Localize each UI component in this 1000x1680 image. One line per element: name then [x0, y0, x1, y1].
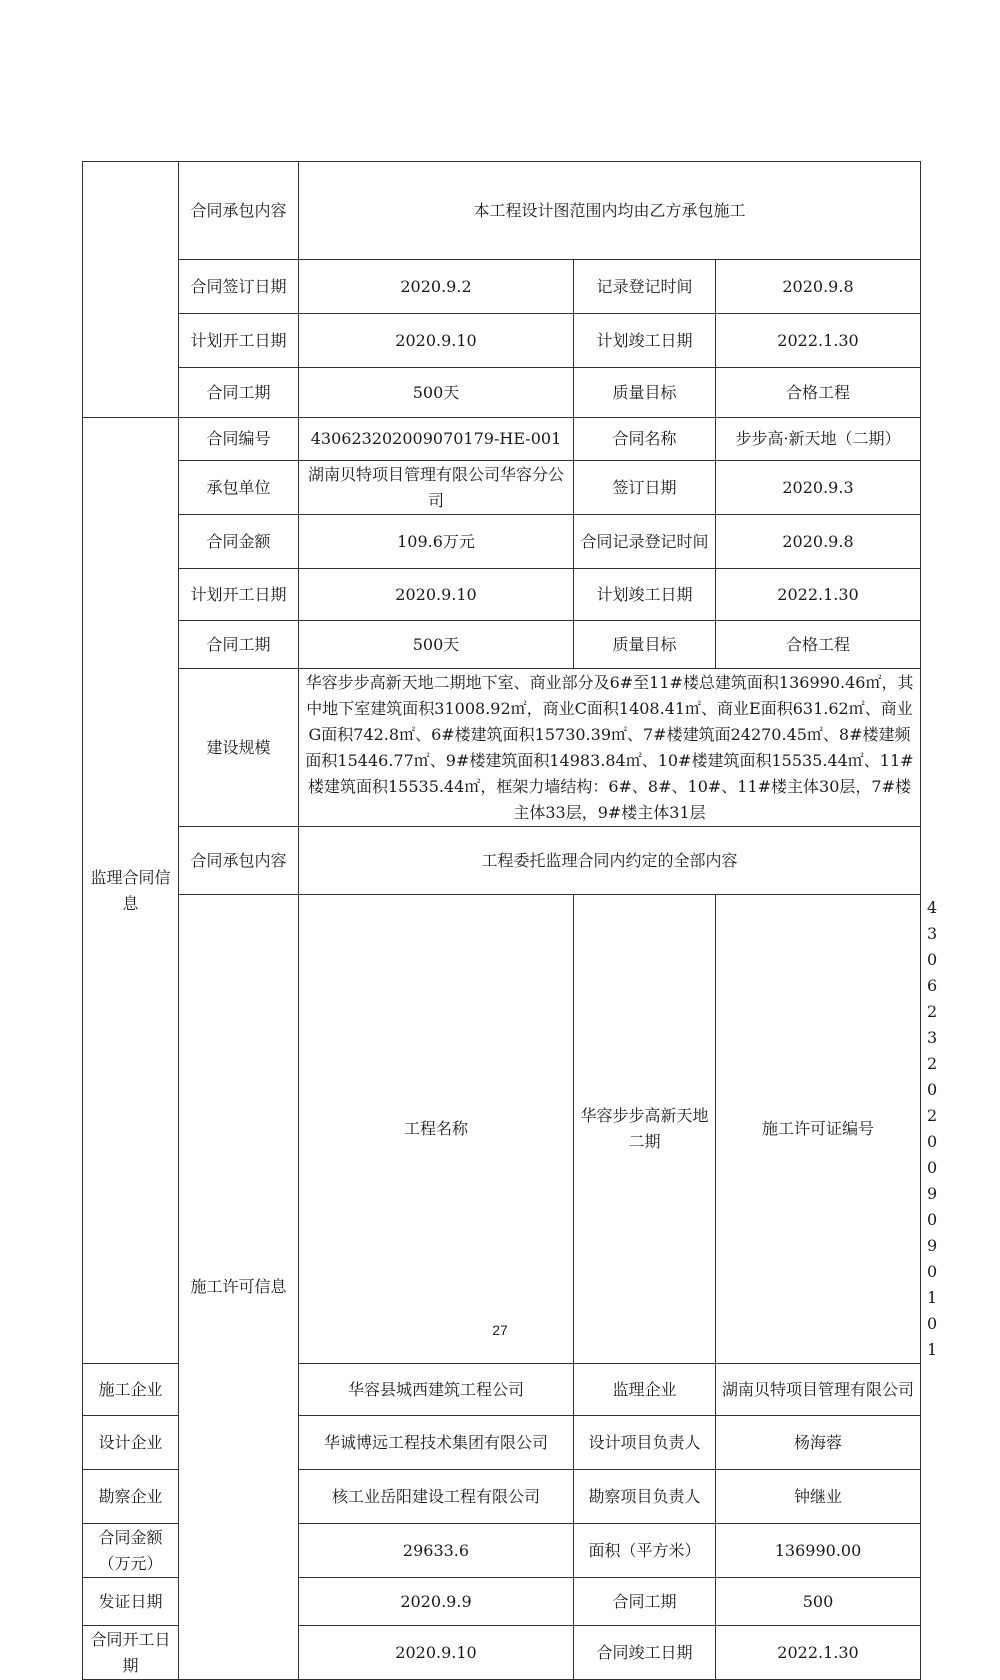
s2-contract-no-label: 合同编号: [179, 418, 299, 461]
s3-builder-label: 施工企业: [83, 1364, 179, 1416]
s2-contract-name-value: 步步高·新天地（二期）: [716, 418, 921, 461]
s3-survey-value: 核工业岳阳建设工程有限公司: [299, 1470, 574, 1524]
s2-contractor-value: 湖南贝特项目管理有限公司华容分公司: [299, 461, 574, 515]
s1-quality-value: 合格工程: [716, 368, 921, 418]
s3-supervisor-label: 监理企业: [574, 1364, 716, 1416]
s3-amount-label: 合同金额（万元）: [83, 1524, 179, 1578]
s1-period-value: 500天: [299, 368, 574, 418]
s3-survey-label: 勘察企业: [83, 1470, 179, 1524]
section2-title: 监理合同信息: [83, 418, 179, 1364]
s2-scope-label: 合同承包内容: [179, 827, 299, 895]
s1-period-label: 合同工期: [179, 368, 299, 418]
s1-sign-date-label: 合同签订日期: [179, 260, 299, 314]
s2-contract-name-label: 合同名称: [574, 418, 716, 461]
s2-amount-value: 109.6万元: [299, 515, 574, 569]
s2-period-label: 合同工期: [179, 621, 299, 669]
s3-supervisor-value: 湖南贝特项目管理有限公司: [716, 1364, 921, 1416]
s3-design-lead-value: 杨海蓉: [716, 1416, 921, 1470]
s2-scale-label: 建设规模: [179, 669, 299, 827]
s3-design-label: 设计企业: [83, 1416, 179, 1470]
s3-end-value: 2022.1.30: [716, 1626, 921, 1680]
s3-start-value: 2020.9.10: [299, 1626, 574, 1680]
s3-survey-lead-value: 钟继业: [716, 1470, 921, 1524]
s2-plan-start-value: 2020.9.10: [299, 569, 574, 621]
s1-scope-label: 合同承包内容: [179, 162, 299, 260]
s3-survey-lead-label: 勘察项目负责人: [574, 1470, 716, 1524]
s2-amount-label: 合同金额: [179, 515, 299, 569]
s3-project-name-value: 华容步步高新天地二期: [574, 895, 716, 1364]
s3-amount-value: 29633.6: [299, 1524, 574, 1578]
s3-design-lead-label: 设计项目负责人: [574, 1416, 716, 1470]
s3-permit-no-label: 施工许可证编号: [716, 895, 921, 1364]
s1-record-time-label: 记录登记时间: [574, 260, 716, 314]
page-number: 27: [492, 1322, 508, 1338]
s2-record-time-label: 合同记录登记时间: [574, 515, 716, 569]
s3-builder-value: 华容县城西建筑工程公司: [299, 1364, 574, 1416]
s1-plan-end-label: 计划竣工日期: [574, 314, 716, 368]
section3-title: 施工许可信息: [179, 895, 299, 1680]
s3-issue-date-label: 发证日期: [83, 1578, 179, 1626]
s2-plan-end-label: 计划竣工日期: [574, 569, 716, 621]
s3-area-value: 136990.00: [716, 1524, 921, 1578]
s2-record-time-value: 2020.9.8: [716, 515, 921, 569]
s3-period-label: 合同工期: [574, 1578, 716, 1626]
s2-scale-value: 华容步步高新天地二期地下室、商业部分及6#至11#楼总建筑面积136990.46㎡，其中地下室建筑面积31008.92㎡，商业C面积1408.41㎡、商业E面积631.62㎡、商业G面积742.8㎡、6#楼建筑面积15730.39㎡、7#楼建筑面24270.45㎡、8#楼建频面积15446.77㎡、9#楼建筑面积14983.84㎡、10#楼建筑面积15535.44㎡、11#楼建筑面积15535.44㎡，框架力墙结构：6#、8#、10#、11#楼主体30层，7#楼主体33层，9#楼主体31层: [299, 669, 921, 827]
s1-sign-date-value: 2020.9.2: [299, 260, 574, 314]
s3-period-value: 500: [716, 1578, 921, 1626]
s3-project-name-label: 工程名称: [299, 895, 574, 1364]
s2-contractor-label: 承包单位: [179, 461, 299, 515]
s1-plan-start-label: 计划开工日期: [179, 314, 299, 368]
s2-quality-value: 合格工程: [716, 621, 921, 669]
s2-period-value: 500天: [299, 621, 574, 669]
s3-area-label: 面积（平方米）: [574, 1524, 716, 1578]
s1-quality-label: 质量目标: [574, 368, 716, 418]
s2-sign-date-value: 2020.9.3: [716, 461, 921, 515]
s2-plan-end-value: 2022.1.30: [716, 569, 921, 621]
s2-quality-label: 质量目标: [574, 621, 716, 669]
s1-scope-value: 本工程设计图范围内均由乙方承包施工: [299, 162, 921, 260]
s1-plan-end-value: 2022.1.30: [716, 314, 921, 368]
document-table: 合同承包内容 本工程设计图范围内均由乙方承包施工 合同签订日期 2020.9.2 记录登记时间 2020.9.8 计划开工日期 2020.9.10 计划竣工日期 2022.1.30 合同工期 500天 质量目标 合格工程 监理合同信息 合同编号 430623202009070179-HE-001 合同名称 步步高·新天地（二期） 承包单位 湖南贝特项目管理有限公司华容分公司 签订日期 2020.9.3 合同金额 109.6万元 合同记录登记时间 2020.9.8 计划开工日期 2020.9.10 计划竣工日期 2022.1.30 合同工期 500天 质量目标 合格工程 建设规模 华容步步高新天地二期地下室、商业部分及6#至11#楼总建筑面积136990.46㎡，其中地下室建筑面积31008.92㎡，商业C面积1408.41㎡、商业E面积631.62㎡、商业G面积742.8㎡、6#楼建筑面积15730.39㎡、7#楼建筑面24270.45㎡、8#楼建频面积15446.77㎡、9#楼建筑面积14983.84㎡、10#楼建筑面积15535.44㎡、11#楼建筑面积15535.44㎡，框架力墙结构：6#、8#、10#、11#楼主体30层，7#楼主体33层，9#楼主体31层 合同承包内容 工程委托监理合同内约定的全部内容 施工许可信息 工程名称 华容步步高新天地二期 施工许可证编号 430623202009090101 施工企业 华容县城西建筑工程公司 监理企业 湖南贝特项目管理有限公司 设计企业 华诚博远工程技术集团有限公司 设计项目负责人 杨海蓉 勘察企业 核工业岳阳建设工程有限公司 勘察项目负责人 钟继业 合同金额（万元） 29633.6 面积（平方米） 136990.00 发证日期 2020.9.9 合同工期 500 合同开工日期 2020.9.10 合同竣工日期 2022.1.30: [82, 161, 921, 1680]
section1-title-cell: [83, 162, 179, 418]
s3-issue-date-value: 2020.9.9: [299, 1578, 574, 1626]
s3-start-label: 合同开工日期: [83, 1626, 179, 1680]
s2-plan-start-label: 计划开工日期: [179, 569, 299, 621]
s3-end-label: 合同竣工日期: [574, 1626, 716, 1680]
s1-plan-start-value: 2020.9.10: [299, 314, 574, 368]
s3-design-value: 华诚博远工程技术集团有限公司: [299, 1416, 574, 1470]
s2-sign-date-label: 签订日期: [574, 461, 716, 515]
s2-scope-value: 工程委托监理合同内约定的全部内容: [299, 827, 921, 895]
s2-contract-no-value: 430623202009070179-HE-001: [299, 418, 574, 461]
s1-record-time-value: 2020.9.8: [716, 260, 921, 314]
